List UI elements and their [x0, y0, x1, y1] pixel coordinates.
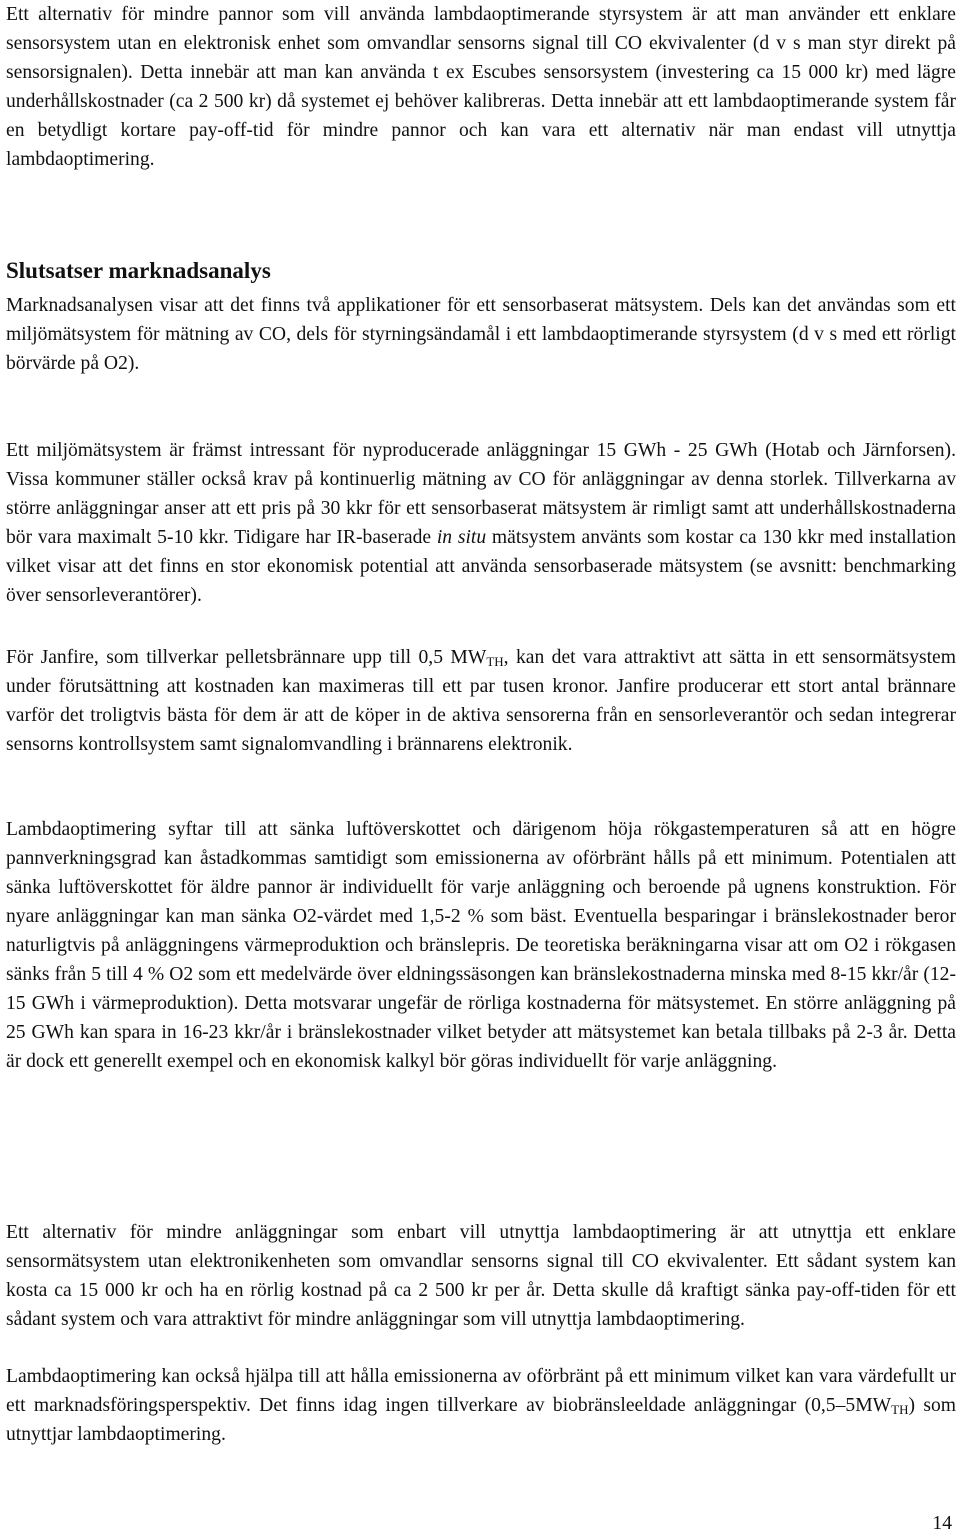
subscript: TH	[891, 1402, 909, 1417]
paragraph-text: För Janfire, som tillverkar pelletsbrännare upp till 0,5 MW	[6, 647, 487, 668]
paragraph-lambda-optimization: Lambdaoptimering syftar till att sänka luftöverskottet och därigenom höja rökgastemperaturen så att en högre pannverkningsgrad kan åstadkommas samtidigt som emissionerna av oförbränt hålls på ett minimum. Potentialen att sänka luftöverskottet för äldre pannor är individuellt för varje anläggning och beroende på ugnens konstruktion. För nyare anläggningar kan man sänka O2-värdet med 1,5-2 % som bäst. Eventuella besparingar i bränslekostnader beror naturligtvis på anläggningens värmeproduktion och bränslepris. De teoretiska beräkningarna visar att om O2 i rökgasen sänks från 5 till 4 % O2 som ett medelvärde över eldningssäsongen kan bränslekostnaderna minska med 8-15 kkr/år (12-15 GWh i värmeproduktion). Detta motsvarar ungefär de rörliga kostnaderna för mätsystemet. En större anläggning på 25 GWh kan spara in 16-23 kkr/år i bränslekostnader vilket betyder att mätsystemet kan betala tillbaks på 2-3 år. Detta är dock ett generellt exempel och en ekonomisk kalkyl bör göras individuellt för varje anläggning.	[6, 819, 956, 1072]
paragraph-market-analysis: Marknadsanalysen visar att det finns två applikationer för ett sensorbaserat mätsystem. Dels kan det användas som ett miljömätsystem för mätning av CO, dels för styrningsändamål i ett lambdaoptimerande styrsystem (d v s med ett rörligt börvärde på O2).	[6, 295, 956, 374]
paragraph-text: Ett miljömätsystem är främst intressant för nyproducerade anläggningar 15 GWh - 25 GWh (Hotab och Järnforsen). Vissa kommuner ställer också krav på kontinuerlig mätning av CO för anläggningar av denna storlek. Tillverkarna av större anläggningar anser att ett pris på 30 kkr för ett sensorbaserat mätsystem är rimligt samt att underhållskostnaderna bör vara maximalt 5-10 kkr. Tidigare har IR-baserade	[6, 440, 956, 548]
paragraph-janfire	[6, 643, 956, 759]
paragraph-emissions-marketing	[6, 1362, 956, 1449]
paragraph-text: , kan det vara attraktivt att sätta in ett sensormätsystem under förutsättning att kostnaden kan maximeras till ett par tusen kronor. Janfire producerar ett stort antal brännare varför det troligtvis bästa för dem är att de köper in de aktiva sensorerna från en sensorleverantör och sedan integrerar sensorns kontrollsystem samt signalomvandling i brännarens elektronik.	[6, 647, 956, 755]
paragraph-text: mätsystem använts som kostar ca 130 kkr med installation vilket visar att det finns en stor ekonomisk potential att använda sensorbaserade mätsystem (se avsnitt: benchmarking över sensorleverantörer).	[6, 527, 956, 606]
paragraph-text: Lambdaoptimering kan också hjälpa till att hålla emissionerna av oförbränt på ett minimum vilket kan vara värdefullt ur ett marknadsföringsperspektiv. Det finns idag ingen tillverkare av biobränsleeldade anläggningar (0,5–5MW	[6, 1366, 956, 1416]
page-number: 14	[932, 1513, 952, 1534]
paragraph-intro-alternative: Ett alternativ för mindre pannor som vill använda lambdaoptimerande styrsystem är att man använder ett enklare sensorsystem utan en elektronisk enhet som omvandlar sensorns signal till CO ekvivalenter (d v s man styr direkt på sensorsignalen). Detta innebär att man kan använda t ex Escubes sensorsystem (investering ca 15 000 kr) med lägre underhållskostnader (ca 2 500 kr) då systemet ej behöver kalibreras. Detta innebär att ett lambdaoptimerande system får en betydligt kortare pay-off-tid för mindre pannor och kan vara ett alternativ när man endast vill utnyttja lambdaoptimering.	[6, 4, 956, 170]
paragraph-small-plants-alternative: Ett alternativ för mindre anläggningar som enbart vill utnyttja lambdaoptimering är att utnyttja ett enklare sensormätsystem utan elektronikenheten som omvandlar sensorns signal till CO ekvivalenter. Ett sådant system kan kosta ca 15 000 kr och ha en rörlig kostnad på ca 2 500 kr per år. Detta skulle då kraftigt sänka pay-off-tiden för ett sådant system och vara attraktivt för mindre anläggningar som vill utnyttja lambdaoptimering.	[6, 1222, 956, 1330]
section-heading: Slutsatser marknadsanalys	[6, 258, 271, 283]
subscript: TH	[486, 654, 504, 669]
italic-term: in situ	[436, 527, 487, 548]
paragraph-environmental-system	[6, 436, 956, 610]
paragraph-text: ) som utnyttjar lambdaoptimering.	[6, 1395, 956, 1445]
